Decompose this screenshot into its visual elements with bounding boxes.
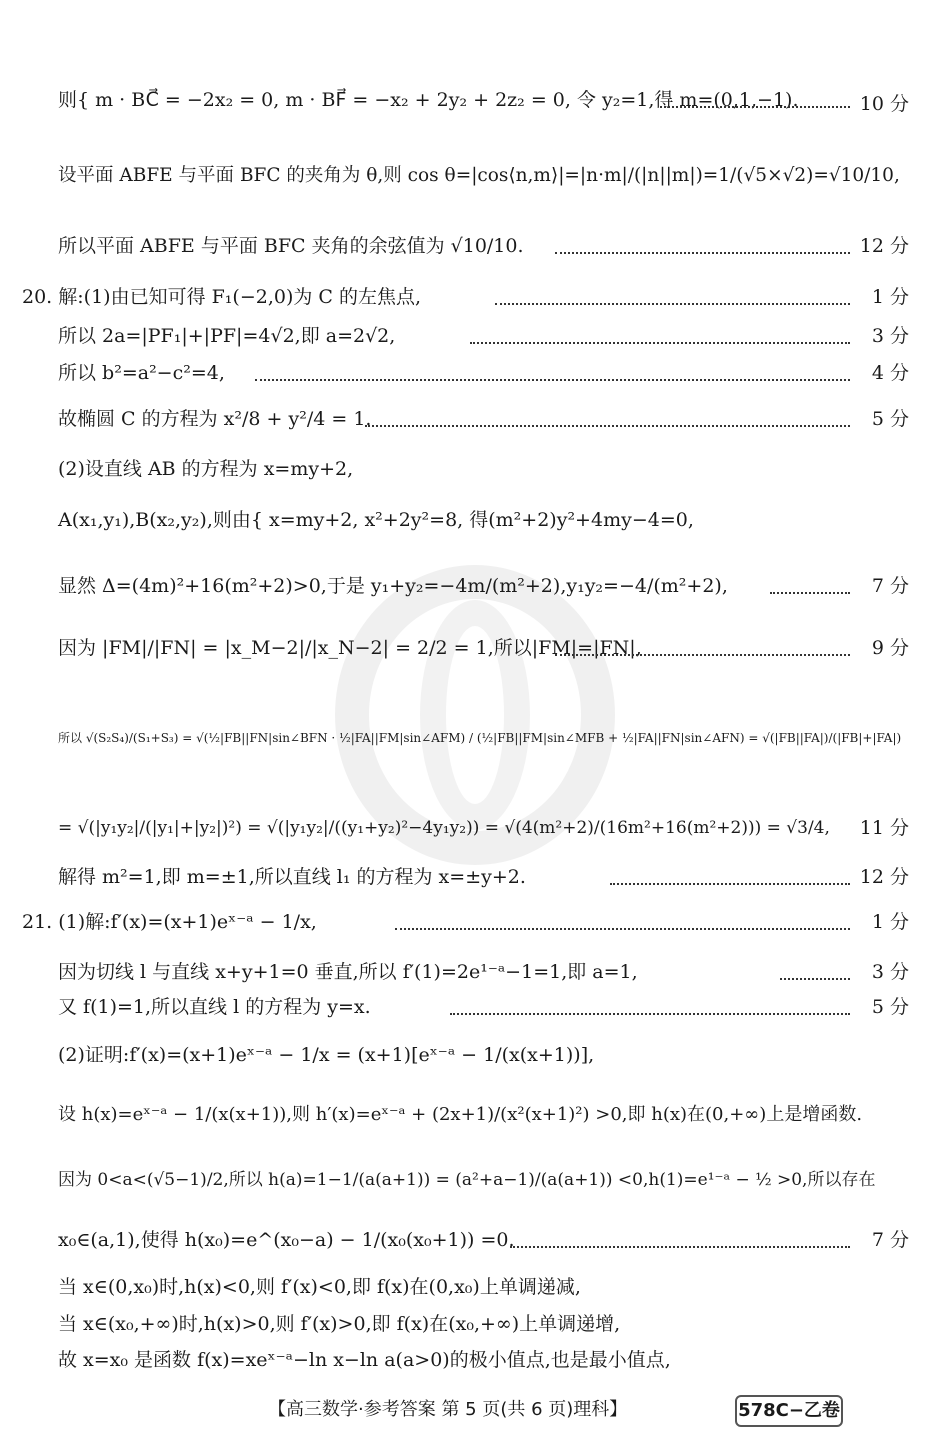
- score: 10 分: [859, 93, 909, 115]
- line-10: 显然 Δ=(4m)²+16(m²+2)>0,于是 y₁+y₂=−4m/(m²+2),y₁y₂=−4/(m²+2),: [58, 575, 728, 597]
- score: 12 分: [859, 866, 909, 888]
- score: 3 分: [871, 325, 909, 347]
- leader-dots: [555, 252, 850, 254]
- line-23: 当 x∈(x₀,+∞)时,h(x)>0,则 f′(x)>0,即 f(x)在(x₀,+∞)上单调递增,: [58, 1313, 621, 1335]
- score: 12 分: [859, 235, 909, 257]
- line-12: 所以 √(S₂S₄)/(S₁+S₃) = √(½|FB||FN|sin∠BFN · ½|FA||FM|sin∠AFM) / (½|FB||FM|sin∠MFB + ½|FA||FN|sin∠AFN) = √(|FB||FA|)/(|FB|+|FA|): [58, 731, 902, 745]
- line-14: 解得 m²=1,即 m=±1,所以直线 l₁ 的方程为 x=±y+2.: [58, 866, 526, 888]
- line-4: 20. 解:(1)由已知可得 F₁(−2,0)为 C 的左焦点,: [22, 286, 422, 308]
- leader-dots: [660, 106, 850, 108]
- watermark-logo-inner: [420, 600, 530, 830]
- score: 5 分: [871, 996, 909, 1018]
- score: 1 分: [871, 911, 909, 933]
- score: 3 分: [871, 961, 909, 983]
- line-9: A(x₁,y₁),B(x₂,y₂),则由{ x=my+2, x²+2y²=8, 得(m²+2)y²+4my−4=0,: [58, 509, 694, 531]
- page-footer: 【高三数学·参考答案 第 5 页(共 6 页)理科】: [268, 1399, 628, 1420]
- leader-dots: [495, 303, 850, 305]
- score: 9 分: [871, 637, 909, 659]
- leader-dots: [780, 978, 850, 980]
- paper-code-stamp: 578C−乙卷: [735, 1395, 843, 1427]
- score: 7 分: [871, 1229, 909, 1251]
- line-5: 所以 2a=|PF₁|+|PF|=4√2,即 a=2√2,: [58, 325, 396, 347]
- score: 11 分: [859, 817, 909, 839]
- line-7: 故椭圆 C 的方程为 x²/8 + y²/4 = 1.: [58, 408, 372, 430]
- line-13: = √(|y₁y₂|/(|y₁|+|y₂|)²) = √(|y₁y₂|/((y₁+y₂)²−4y₁y₂)) = √(4(m²+2)/(16m²+16(m²+2))) = √3/4,: [58, 818, 830, 838]
- line-3: 所以平面 ABFE 与平面 BFC 夹角的余弦值为 √10/10.: [58, 235, 524, 257]
- score: 5 分: [871, 408, 909, 430]
- leader-dots: [470, 342, 850, 344]
- line-15: 21. (1)解:f′(x)=(x+1)eˣ⁻ᵃ − 1/x,: [22, 911, 317, 933]
- line-8: (2)设直线 AB 的方程为 x=my+2,: [58, 458, 354, 480]
- line-20: 因为 0<a<(√5−1)/2,所以 h(a)=1−1/(a(a+1)) = (a²+a−1)/(a(a+1)) <0,h(1)=e¹⁻ᵃ − ½ >0,所以存在: [58, 1170, 876, 1190]
- line-24: 故 x=x₀ 是函数 f(x)=xeˣ⁻ᵃ−ln x−ln a(a>0)的极小值点,也是最小值点,: [58, 1349, 671, 1371]
- leader-dots: [610, 883, 850, 885]
- line-16: 因为切线 l 与直线 x+y+1=0 垂直,所以 f′(1)=2e¹⁻ᵃ−1=1,即 a=1,: [58, 961, 638, 983]
- score: 4 分: [871, 362, 909, 384]
- line-22: 当 x∈(0,x₀)时,h(x)<0,则 f′(x)<0,即 f(x)在(0,x₀)上单调递减,: [58, 1276, 581, 1298]
- line-17: 又 f(1)=1,所以直线 l 的方程为 y=x.: [58, 996, 371, 1018]
- line-18: (2)证明:f′(x)=(x+1)eˣ⁻ᵃ − 1/x = (x+1)[eˣ⁻ᵃ − 1/(x(x+1))],: [58, 1044, 595, 1066]
- leader-dots: [555, 654, 850, 656]
- line-11: 因为 |FM|/|FN| = |x_M−2|/|x_N−2| = 2/2 = 1,所以|FM|=|FN|,: [58, 637, 642, 659]
- leader-dots: [365, 425, 850, 427]
- leader-dots: [510, 1246, 850, 1248]
- leader-dots: [255, 379, 850, 381]
- line-6: 所以 b²=a²−c²=4,: [58, 362, 225, 384]
- leader-dots: [770, 592, 850, 594]
- line-19: 设 h(x)=eˣ⁻ᵃ − 1/(x(x+1)),则 h′(x)=eˣ⁻ᵃ + (2x+1)/(x²(x+1)²) >0,即 h(x)在(0,+∞)上是增函数.: [58, 1104, 863, 1125]
- score: 7 分: [871, 575, 909, 597]
- line-2: 设平面 ABFE 与平面 BFC 的夹角为 θ,则 cos θ=|cos⟨n,m⟩|=|n·m|/(|n||m|)=1/(√5×√2)=√10/10,: [58, 165, 900, 186]
- line-21: x₀∈(a,1),使得 h(x₀)=e^(x₀−a) − 1/(x₀(x₀+1)) =0.: [58, 1229, 515, 1251]
- line-1: 则{ m · BC⃗ = −2x₂ = 0, m · BF⃗ = −x₂ + 2y₂ + 2z₂ = 0, 令 y₂=1,得 m=(0,1,−1).: [58, 89, 799, 111]
- leader-dots: [450, 1013, 850, 1015]
- leader-dots: [395, 928, 850, 930]
- score: 1 分: [871, 286, 909, 308]
